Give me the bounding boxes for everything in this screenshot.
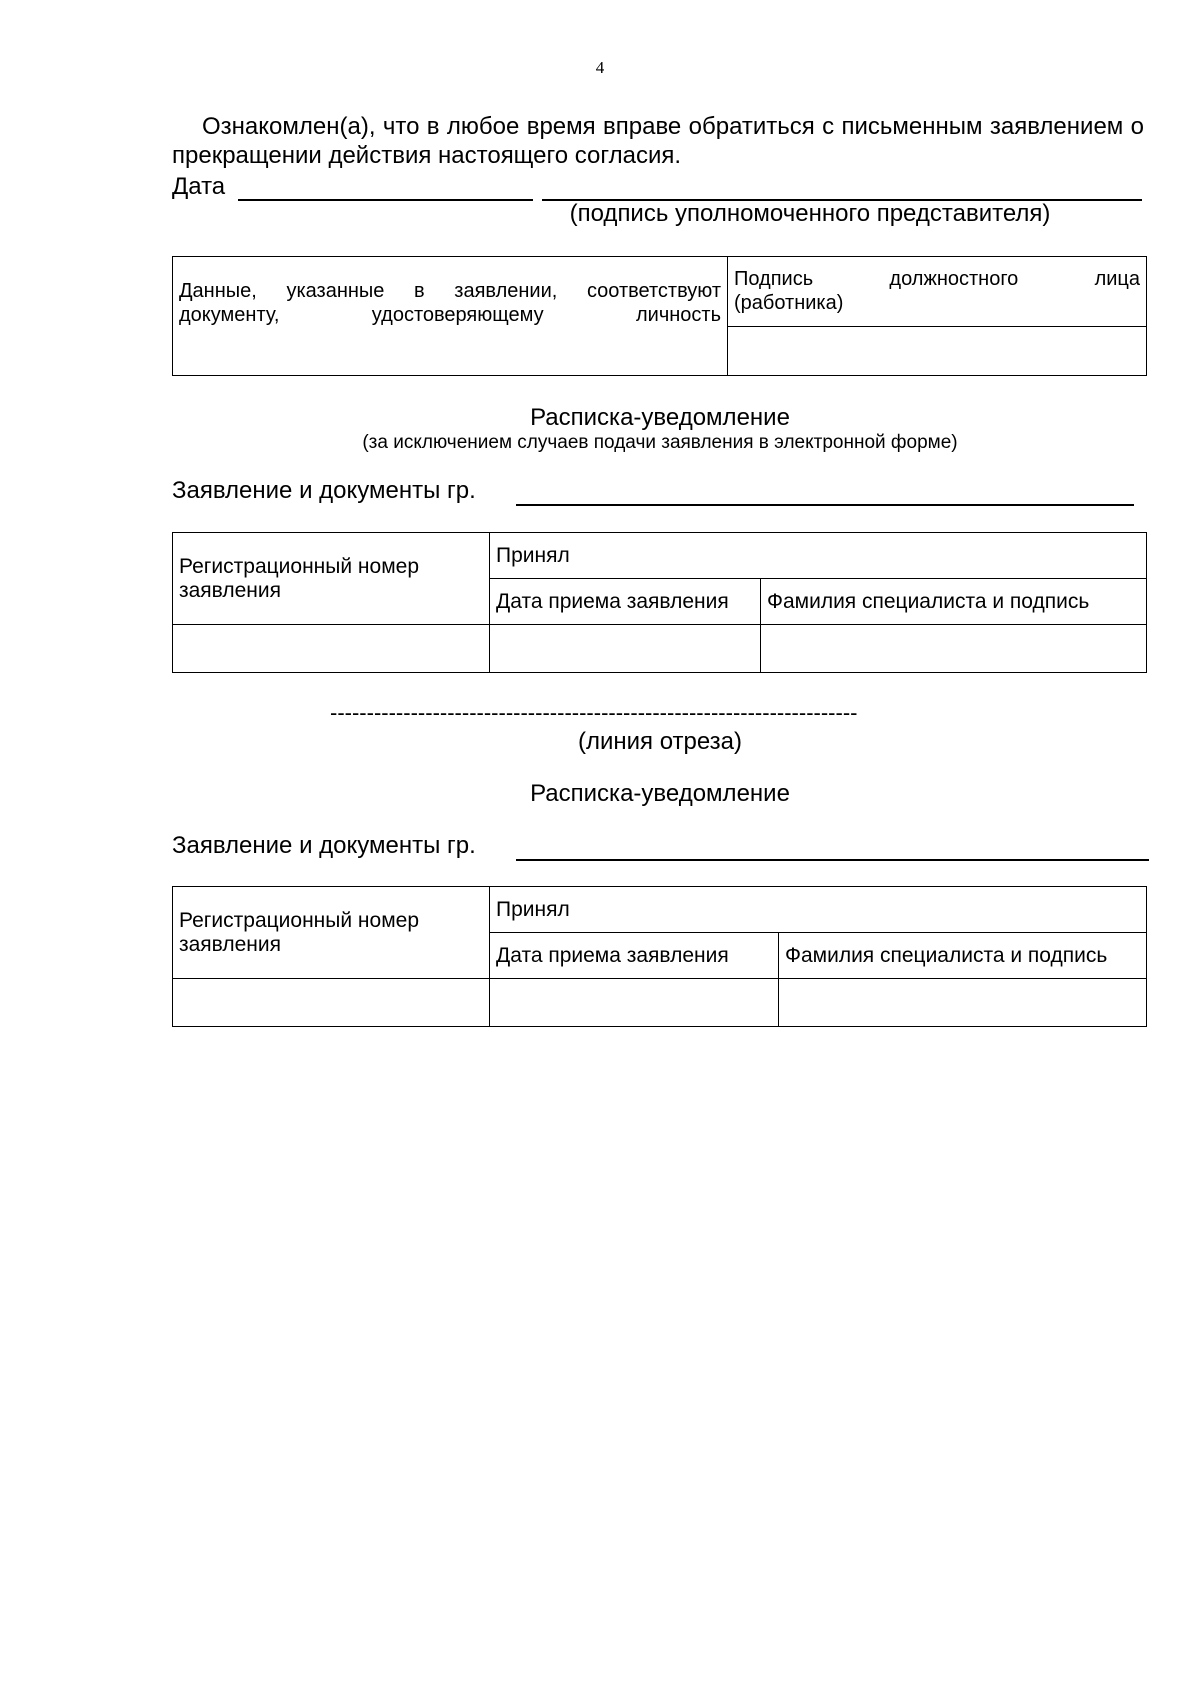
receipt1-accepted-header: Принял bbox=[490, 533, 1147, 579]
receipt1-date-cell[interactable] bbox=[490, 625, 761, 673]
receipt1-applicant-field[interactable] bbox=[516, 478, 1134, 506]
representative-signature-field[interactable] bbox=[542, 174, 1142, 201]
receipt2-reg-number-header: Регистрационный номер заявления bbox=[173, 887, 490, 979]
receipt1-specialist-cell[interactable] bbox=[761, 625, 1147, 673]
official-signature-cell[interactable] bbox=[728, 327, 1147, 376]
receipt1-specialist-header: Фамилия специалиста и подпись bbox=[761, 579, 1147, 625]
official-signature-sublabel: (работника) bbox=[734, 292, 844, 314]
consent-paragraph: Ознакомлен(а), что в любое время вправе обратиться с письменным заявлением о прекращении действия настоящего согласия. bbox=[172, 113, 1144, 169]
verification-text-cell bbox=[173, 257, 728, 376]
receipt1-reg-number-cell[interactable] bbox=[173, 625, 490, 673]
page-number: 4 bbox=[595, 58, 605, 77]
receipt2-applicant-field[interactable] bbox=[516, 833, 1149, 861]
verification-text: Данные, указанные в заявлении, соответствуют документу, удостоверяющему личность bbox=[179, 280, 721, 326]
representative-signature-caption: (подпись уполномоченного представителя) bbox=[569, 200, 1051, 227]
receipt2-date-cell[interactable] bbox=[490, 979, 779, 1027]
receipt2-reg-number-cell[interactable] bbox=[173, 979, 490, 1027]
receipt2-date-header: Дата приема заявления bbox=[490, 933, 779, 979]
official-signature-header bbox=[728, 257, 1147, 327]
receipt2-title: Расписка-уведомление bbox=[530, 780, 790, 807]
receipt1-table bbox=[172, 532, 1147, 673]
date-field[interactable] bbox=[238, 174, 533, 201]
receipt2-specialist-cell[interactable] bbox=[779, 979, 1147, 1027]
cut-line: ------------------------------------------------------------------------ bbox=[330, 700, 858, 725]
receipt1-reg-number-header: Регистрационный номер заявления bbox=[173, 533, 490, 625]
date-label: Дата bbox=[172, 173, 226, 200]
receipt2-table bbox=[172, 886, 1147, 1027]
receipt2-accepted-header: Принял bbox=[490, 887, 1147, 933]
official-signature-label: Подпись должностного лица bbox=[734, 268, 1140, 290]
receipt1-subtitle: (за исключением случаев подачи заявления в электронной форме) bbox=[362, 432, 958, 453]
receipt2-specialist-header: Фамилия специалиста и подпись bbox=[779, 933, 1147, 979]
receipt1-title: Расписка-уведомление bbox=[530, 404, 790, 431]
verification-table bbox=[172, 256, 1147, 376]
receipt2-applicant-label: Заявление и документы гр. bbox=[172, 832, 476, 859]
receipt1-date-header: Дата приема заявления bbox=[490, 579, 761, 625]
cut-line-caption: (линия отреза) bbox=[577, 728, 743, 755]
receipt1-applicant-label: Заявление и документы гр. bbox=[172, 477, 476, 504]
